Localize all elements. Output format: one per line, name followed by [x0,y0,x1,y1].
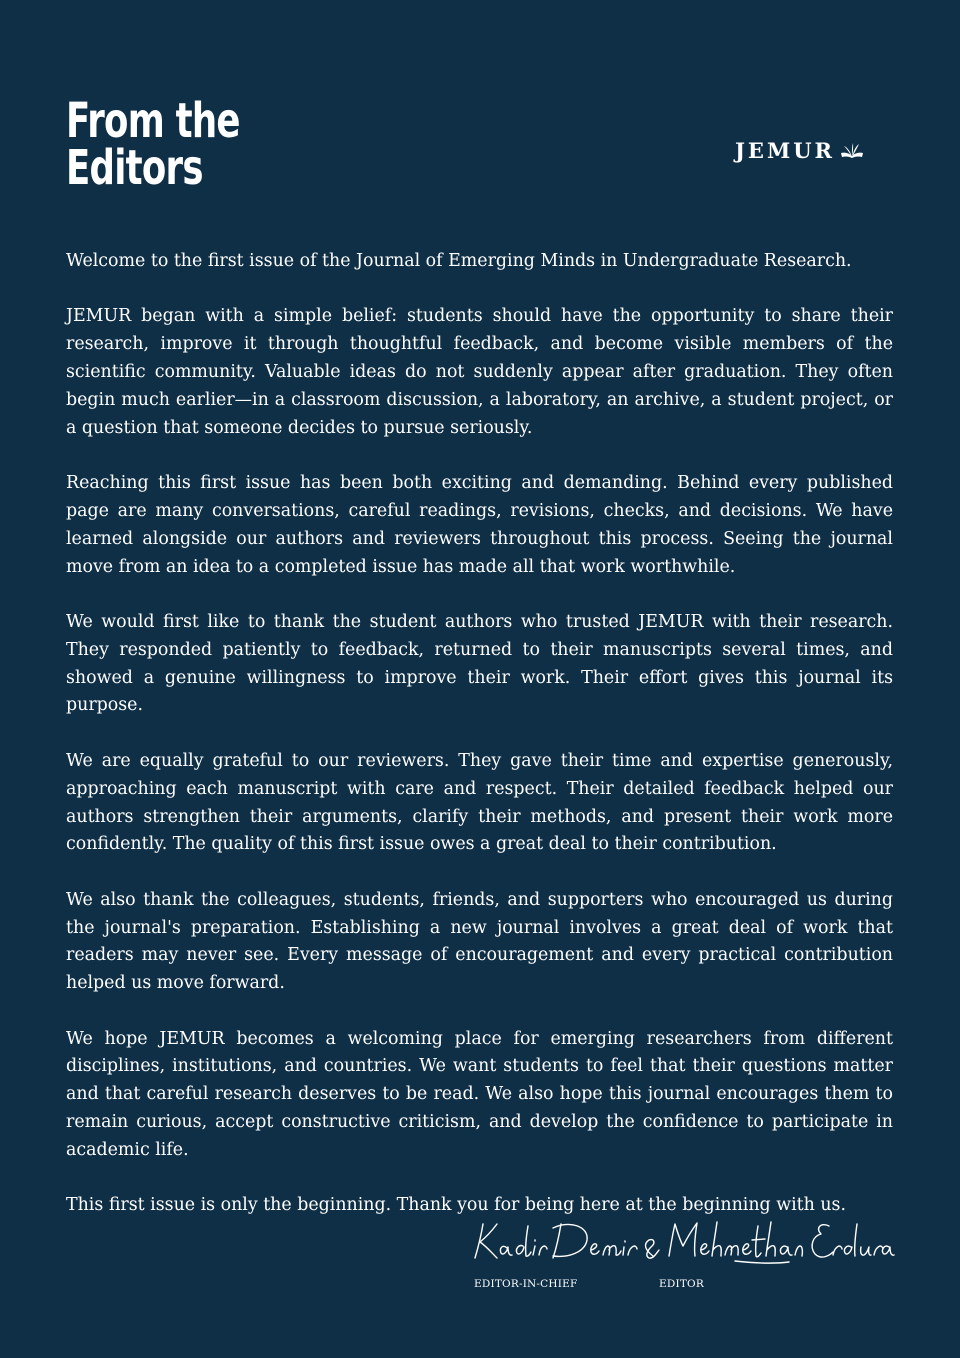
letter-paragraph-1: Welcome to the first issue of the Journal of Emerging Minds in Undergraduate Research. [66,251,852,271]
page-title-line-2: Editors [66,140,203,196]
letter-paragraph-4: We would first like to thank the student authors who trusted JEMUR with their research. They responded patiently to feedback, returned to their manuscripts several times, and showed a genuine willingness to improve their work. Their effort gives this journal its purpose. [66,612,893,716]
letter-paragraph-8: This first issue is only the beginning. Thank you for being here at the beginning with us. [66,1195,847,1216]
letter-paragraph-5: We are equally grateful to our reviewers. They gave their time and expertise generously, approaching each manuscript with care and respect. Their detailed feedback helped our authors strengthen their arguments, clarify their methods, and present their work more confidently. The quality of this first issue owes a great deal to their contribution. [66,750,893,855]
editor-in-chief-label: EDITOR-IN-CHIEF [474,1278,578,1290]
page-title-line-1: From the [66,93,240,149]
journal-logo [735,136,865,164]
page-title [66,93,240,196]
letter-paragraph-6: We also thank the colleagues, students, friends, and supporters who encouraged us during the journal's preparation. Establishing a new journal involves a great deal of work that readers may never see. Every message of encouragement and every practical contribution helped us move forward. [66,889,893,994]
logo-text: JEMUR [735,137,835,163]
letter-paragraph-2: JEMUR began with a simple belief: students should have the opportunity to share their research, improve it through thoughtful feedback, and become visible members of the scientific community. Valuable ideas do not suddenly appear after graduation. They often begin much earlier—in a classroom discussion, a laboratory, an archive, a student project, or a question that someone decides to pursue seriously. [66,306,893,438]
letter-paragraph-7: We hope JEMUR becomes a welcoming place for emerging researchers from different disciplines, institutions, and countries. We want students to feel that their questions matter and that careful research deserves to be read. We also hope this journal encourages them to remain curious, accept constructive criticism, and develop the confidence to participate in academic life. [66,1028,893,1160]
open-book-icon [839,140,865,160]
handwritten-signature [473,1216,895,1268]
letter-paragraph-3: Reaching this first issue has been both exciting and demanding. Behind every published page are many conversations, careful readings, revisions, checks, and decisions. We have learned alongside our authors and reviewers throughout this process. Seeing the journal move from an idea to a completed issue has made all that work worthwhile. [66,473,893,577]
editor-label: EDITOR [659,1278,704,1290]
editorial-letter [66,248,893,1248]
